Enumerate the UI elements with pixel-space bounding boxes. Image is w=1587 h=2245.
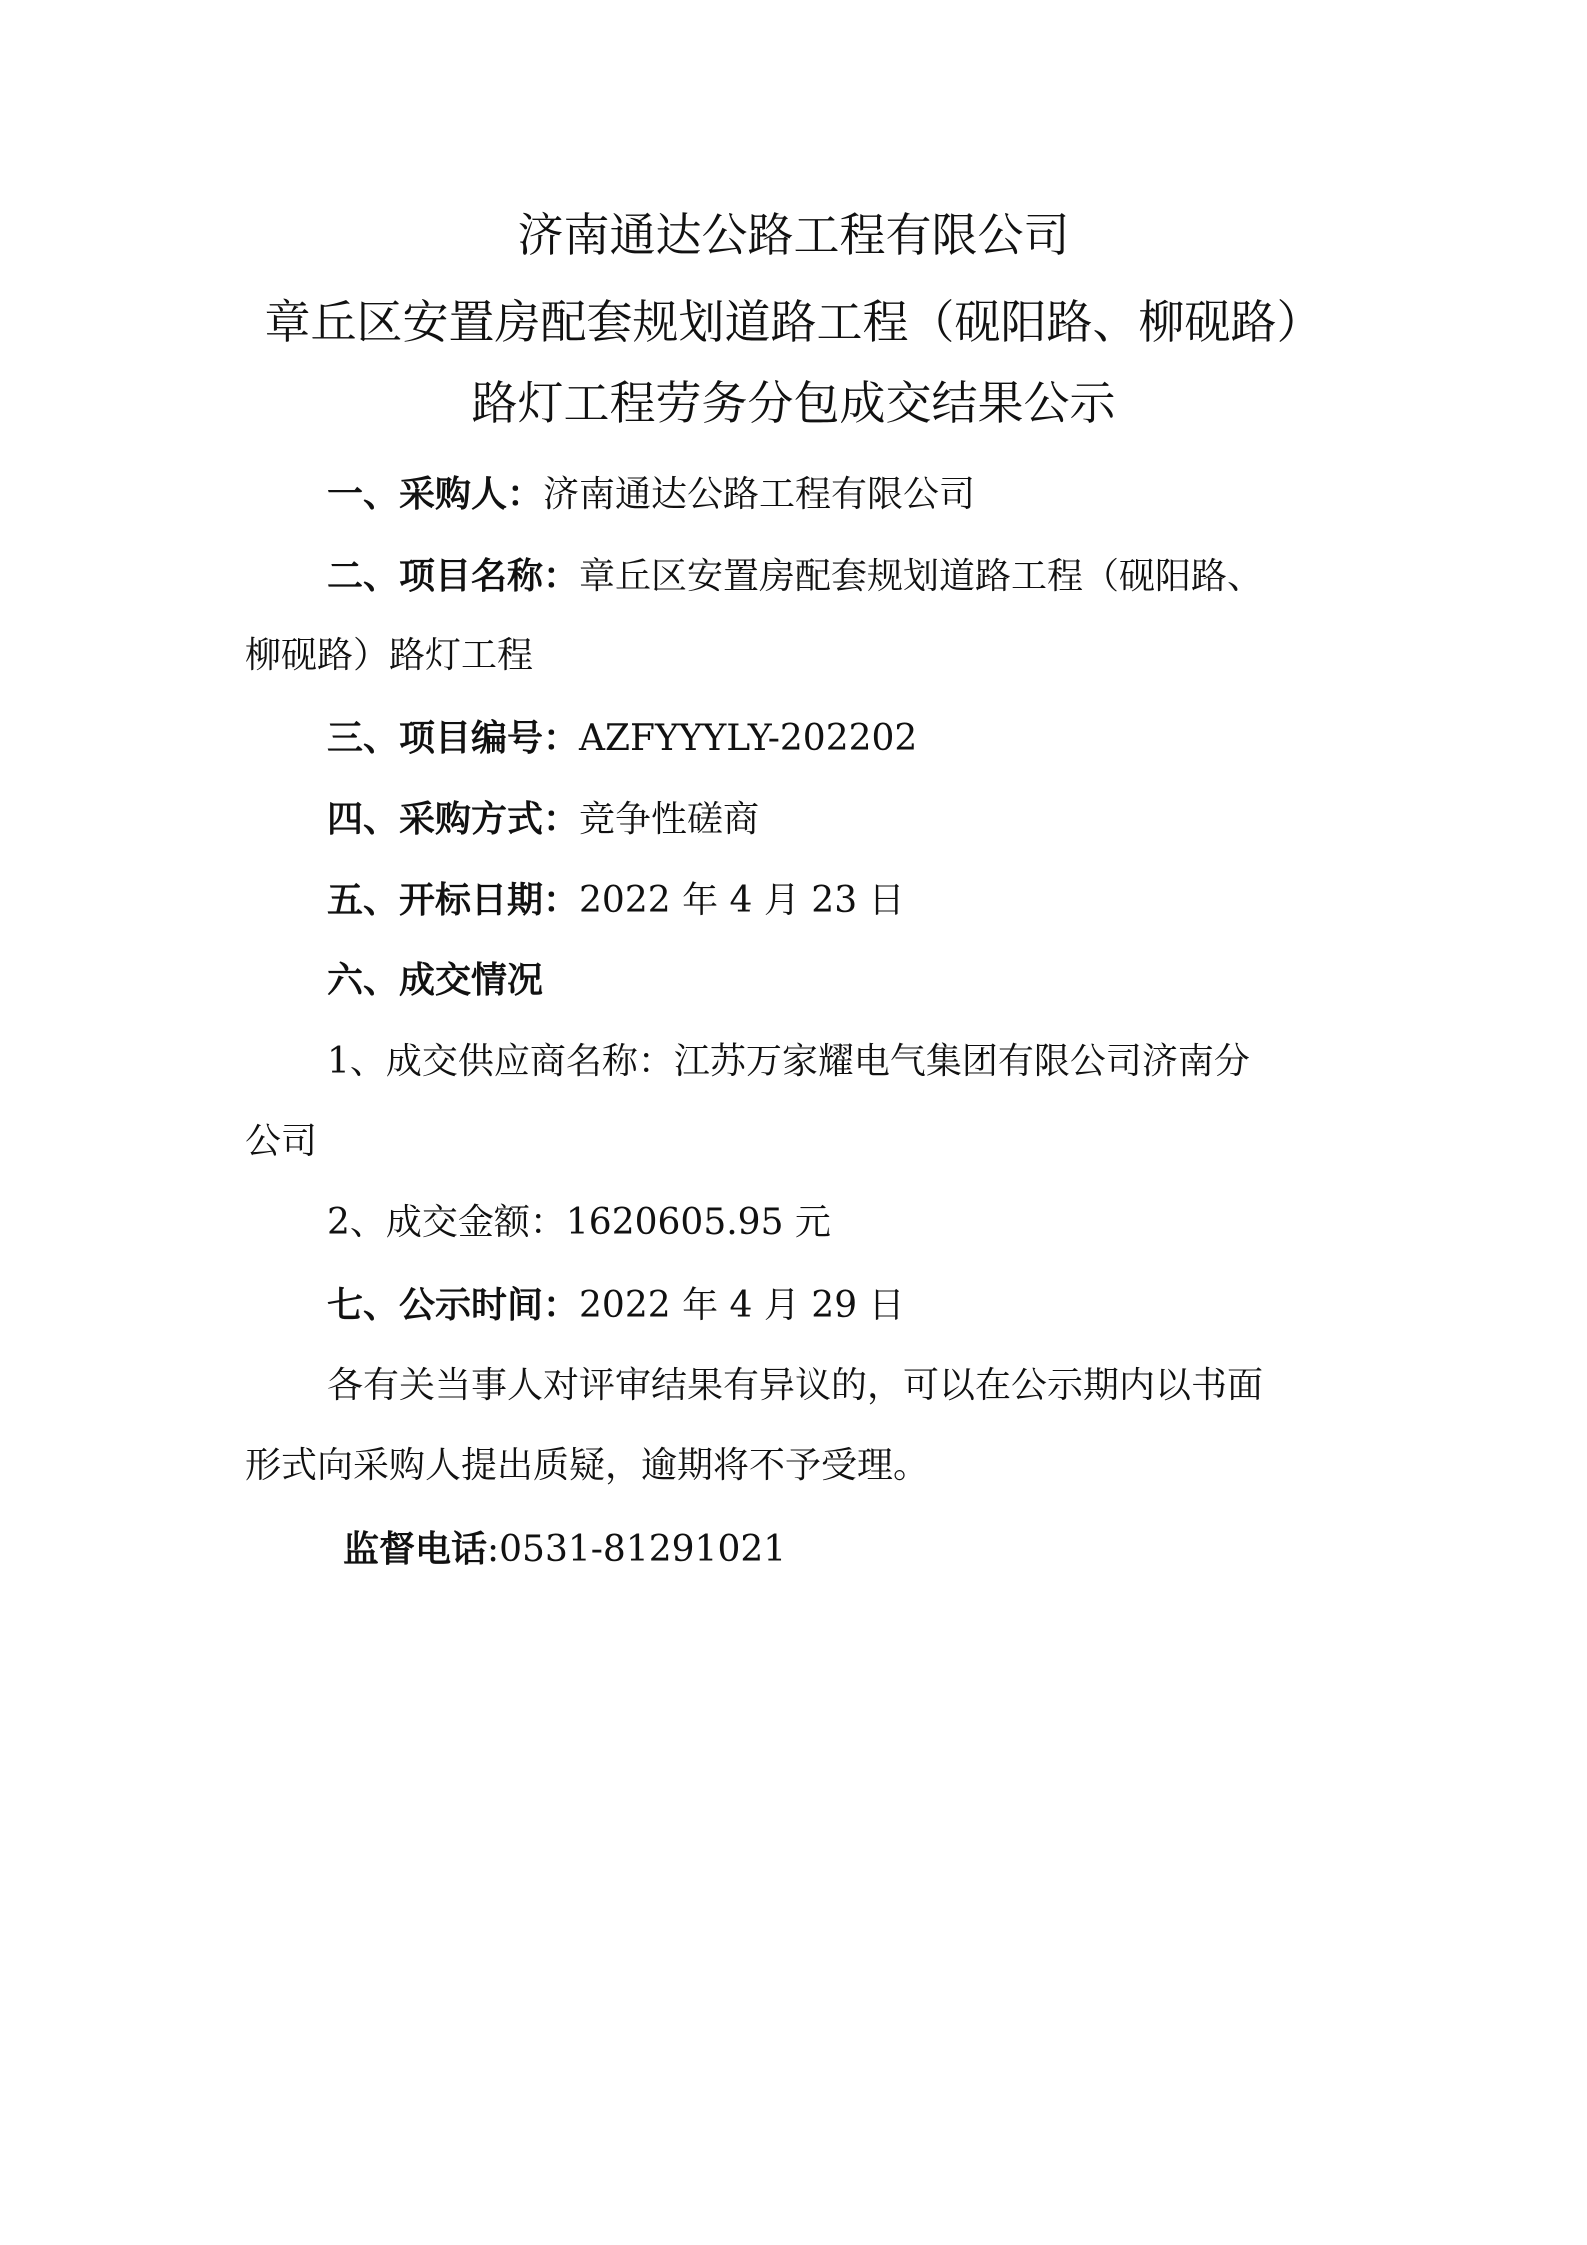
method-row <box>327 795 759 844</box>
notice-line-1: 各有关当事人对评审结果有异议的，可以在公示期内以书面 <box>327 1365 1264 1406</box>
purchaser-value: 济南通达公路工程有限公司 <box>543 474 976 515</box>
title-project: 章丘区安置房配套规划道路工程（砚阳路、柳砚路） <box>264 295 1323 349</box>
title-company: 济南通达公路工程有限公司 <box>517 208 1070 262</box>
project-name-row <box>327 552 1263 601</box>
purchaser-row <box>327 470 975 519</box>
notice-line-2: 形式向采购人提出质疑，逾期将不予受理。 <box>245 1445 930 1486</box>
hotline-row <box>343 1525 786 1574</box>
method-value: 竞争性磋商 <box>579 799 760 840</box>
hotline-label: 监督电话 <box>343 1528 488 1570</box>
publicity-label: 七、公示时间： <box>327 1284 580 1326</box>
amount-row: 2、成交金额：1620605.95 元 <box>327 1202 831 1243</box>
publicity-value: 2022 年 4 月 29 日 <box>579 1285 905 1326</box>
project-no-value: AZFYYYLY-202202 <box>579 718 918 759</box>
deal-heading: 六、成交情况 <box>327 959 544 1001</box>
project-no-label: 三、项目编号： <box>327 717 580 759</box>
publicity-row <box>327 1281 905 1330</box>
bid-date-label: 五、开标日期： <box>327 879 580 921</box>
supplier-row: 1、成交供应商名称：江苏万家耀电气集团有限公司济南分 <box>327 1041 1250 1082</box>
project-name-label: 二、项目名称： <box>327 555 580 597</box>
bid-date-row <box>327 876 905 925</box>
purchaser-label: 一、采购人： <box>327 473 544 515</box>
supplier-continuation: 公司 <box>245 1121 318 1162</box>
title-announcement: 路灯工程劳务分包成交结果公示 <box>471 376 1116 430</box>
hotline-value: :0531-81291021 <box>487 1529 787 1570</box>
project-name-value: 章丘区安置房配套规划道路工程（砚阳路、 <box>579 556 1264 597</box>
project-name-continuation: 柳砚路）路灯工程 <box>245 635 534 676</box>
project-no-row <box>327 714 917 763</box>
bid-date-value: 2022 年 4 月 23 日 <box>579 880 905 921</box>
method-label: 四、采购方式： <box>327 798 580 840</box>
